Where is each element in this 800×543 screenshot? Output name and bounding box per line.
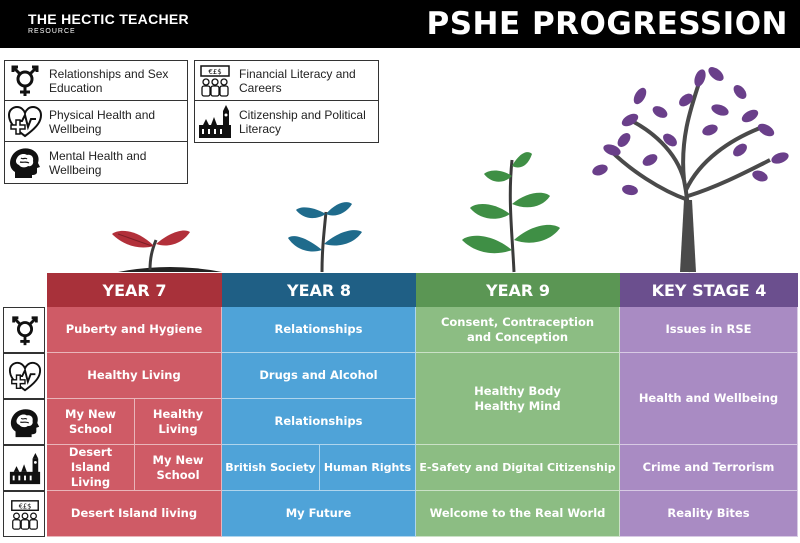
tree-purple-icon (591, 64, 790, 272)
cell-y7-mental-a: My New School (47, 399, 135, 445)
page-title: PSHE PROGRESSION (426, 6, 788, 42)
row-citizenship (3, 445, 45, 491)
key-stage-4-header: KEY STAGE 4 (620, 273, 798, 307)
parliament-icon (8, 451, 42, 487)
year-9-header: YEAR 9 (416, 273, 620, 307)
cell-y7-citizen-a: Desert Island Living (47, 445, 135, 491)
money-people-icon (8, 497, 42, 533)
year-7-header: YEAR 7 (47, 273, 222, 307)
cell-ks4-citizen: Crime and Terrorism (620, 445, 798, 491)
svg-text:€£$: €£$ (208, 68, 222, 76)
cell-y7-physical: Healthy Living (47, 353, 222, 399)
legend-label: Physical Health and Wellbeing (49, 108, 156, 136)
cell-y9-citizen: E-Safety and Digital Citizenship (416, 445, 620, 491)
soil-mound (118, 267, 222, 272)
row-physical-health (3, 353, 45, 399)
cell-ks4-finance: Reality Bites (620, 491, 798, 537)
cell-y8-rse: Relationships (222, 307, 416, 353)
cell-y9-finance: Welcome to the Real World (416, 491, 620, 537)
legend-label: Relationships and Sex Education (49, 67, 169, 95)
heart-health-icon (8, 359, 42, 395)
cell-y8-citizen-a: British Society (222, 445, 320, 491)
head-brain-icon (8, 405, 42, 441)
svg-text:€£$: €£$ (18, 502, 32, 511)
row-financial (3, 491, 45, 537)
cell-y8-citizen-b: Human Rights (320, 445, 416, 491)
brand-name: THE HECTIC TEACHER (28, 11, 189, 27)
cell-y9-health: Healthy Body Healthy Mind (416, 353, 620, 445)
cell-ks4-rse: Issues in RSE (620, 307, 798, 353)
cell-y8-mental: Relationships (222, 399, 416, 445)
plant-green-icon (462, 152, 560, 272)
cell-y8-physical: Drugs and Alcohol (222, 353, 416, 399)
row-rse (3, 307, 45, 353)
row-mental-health (3, 399, 45, 445)
cell-y7-rse: Puberty and Hygiene (47, 307, 222, 353)
legend-label: Financial Literacy and Careers (239, 67, 356, 95)
legend-label: Mental Health and Wellbeing (49, 149, 147, 177)
sapling-blue-icon (288, 202, 362, 272)
seedling-red-icon (112, 231, 190, 271)
brand-subtitle: RESOURCE (28, 28, 76, 35)
cell-y9-rse: Consent, Contraception and Conception (416, 307, 620, 353)
legend-label: Citizenship and Political Literacy (239, 108, 366, 136)
gender-symbol-icon (8, 313, 42, 349)
cell-y8-finance: My Future (222, 491, 416, 537)
cell-y7-mental-b: Healthy Living (135, 399, 222, 445)
cell-ks4-health: Health and Wellbeing (620, 353, 798, 445)
year-8-header: YEAR 8 (222, 273, 416, 307)
cell-y7-finance: Desert Island living (47, 491, 222, 537)
cell-y7-citizen-b: My New School (135, 445, 222, 491)
